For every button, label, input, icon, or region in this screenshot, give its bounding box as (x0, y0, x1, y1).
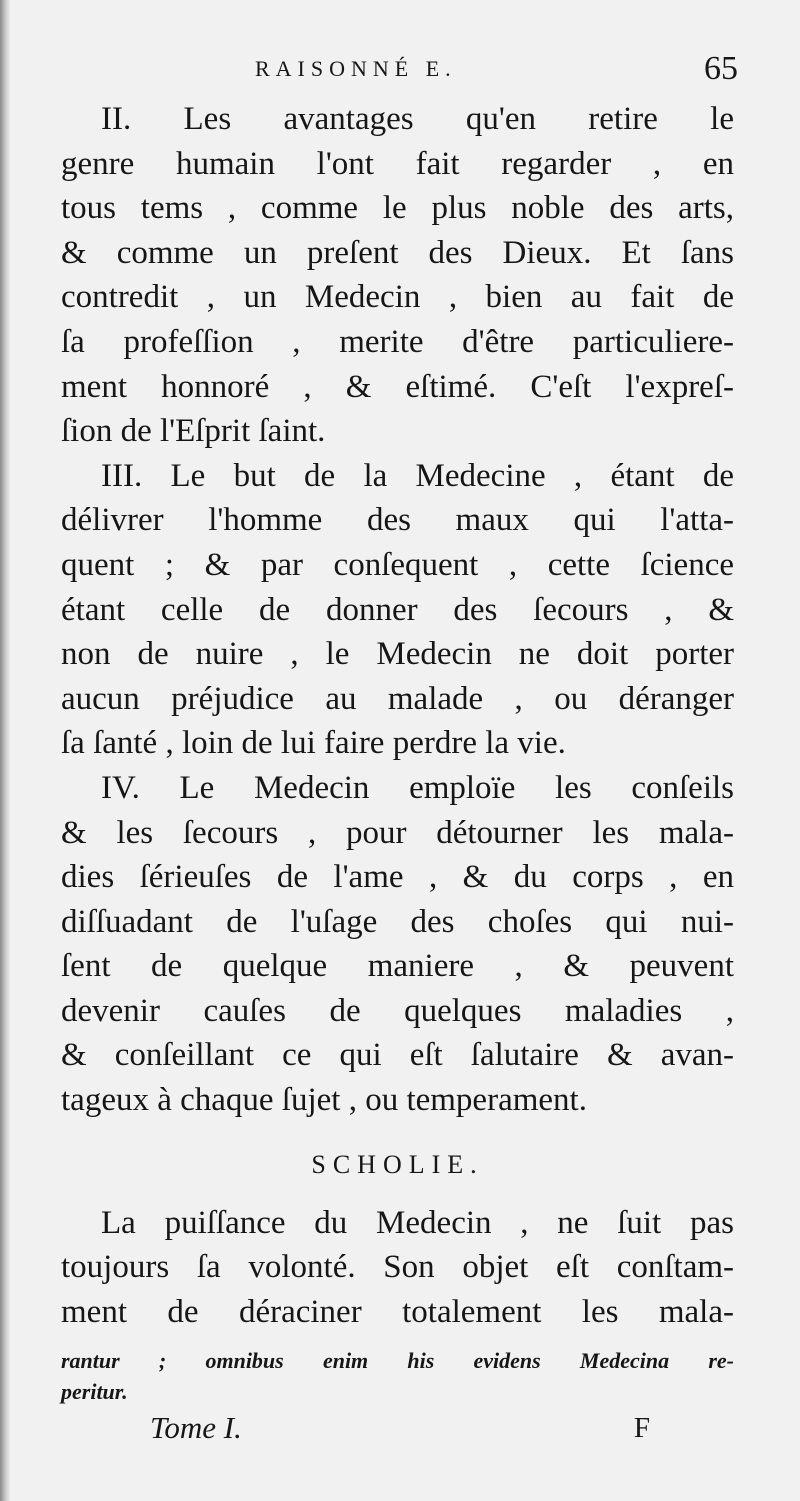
signature-mark: F (633, 1412, 650, 1444)
text-line: diſſuadant de l'uſage des choſes qui nui- (61, 903, 734, 940)
text-line: La puiſſance du Medecin , ne ſuit pas (101, 1204, 734, 1241)
footnote-line: peritur. (61, 1379, 128, 1404)
paragraph-ii (61, 97, 734, 454)
text-line: & comme un preſent des Dieux. Et ſans (61, 234, 734, 271)
text-line: ſent de quelque maniere , & peuvent (61, 948, 734, 985)
signature-line (150, 1410, 650, 1460)
text-line: III. Le but de la Medecine , étant de (101, 457, 734, 494)
text-line: étant celle de donner des ſecours , & (61, 591, 734, 628)
paragraph-iv (61, 766, 734, 1123)
text-line: & conſeillant ce qui eſt ſalutaire & avan- (61, 1037, 734, 1074)
text-line: IV. Le Medecin emploïe les conſeils (101, 769, 734, 806)
text-line: devenir cauſes de quelques maladies , (61, 992, 734, 1029)
text-line: tageux à chaque ſujet , ou temperament. (61, 1082, 587, 1119)
text-line: genre humain l'ont fait regarder , en (61, 145, 734, 182)
text-line: dies ſérieuſes de l'ame , & du corps , en (61, 859, 734, 896)
text-line: II. Les avantages qu'en retire le (101, 101, 734, 137)
text-line: aucun préjudice au malade , ou déranger (61, 680, 734, 717)
footnote (61, 1345, 734, 1407)
text-line: ſa ſanté , loin de lui faire perdre la vie. (61, 725, 566, 762)
text-line: ſa profeſſion , merite d'être particuliere- (61, 323, 734, 360)
page-gutter-shadow (0, 0, 10, 1501)
text-line: tous tems , comme le plus noble des arts, (61, 190, 734, 227)
body-text (61, 97, 734, 1334)
scholie-paragraph (61, 1201, 734, 1335)
text-line: non de nuire , le Medecin ne doit porter (61, 636, 734, 673)
text-line: ment honnoré , & eſtimé. C'eſt l'expreſ- (61, 368, 734, 405)
text-line: contredit , un Medecin , bien au fait de (61, 279, 734, 316)
text-line: toujours ſa volonté. Son objet eſt conſtam- (61, 1249, 734, 1286)
text-line: ment de déraciner totalement les mala- (61, 1293, 734, 1330)
paragraph-iii (61, 454, 734, 766)
volume-label: Tome I. (150, 1410, 242, 1445)
text-line: ſion de l'Eſprit ſaint. (61, 413, 326, 450)
text-line: & les ſecours , pour détourner les mala- (61, 814, 734, 851)
page-header (60, 50, 740, 98)
footnote-line: rantur ; omnibus enim his evidens Medecina re- (61, 1348, 734, 1373)
running-head: RAISONNÉ E. (255, 56, 457, 81)
scholie-heading: SCHOLIE. (311, 1149, 484, 1179)
page-number: 65 (704, 50, 738, 87)
text-line: délivrer l'homme des maux qui l'atta- (61, 502, 734, 539)
text-line: quent ; & par conſequent , cette ſcience (61, 546, 734, 583)
